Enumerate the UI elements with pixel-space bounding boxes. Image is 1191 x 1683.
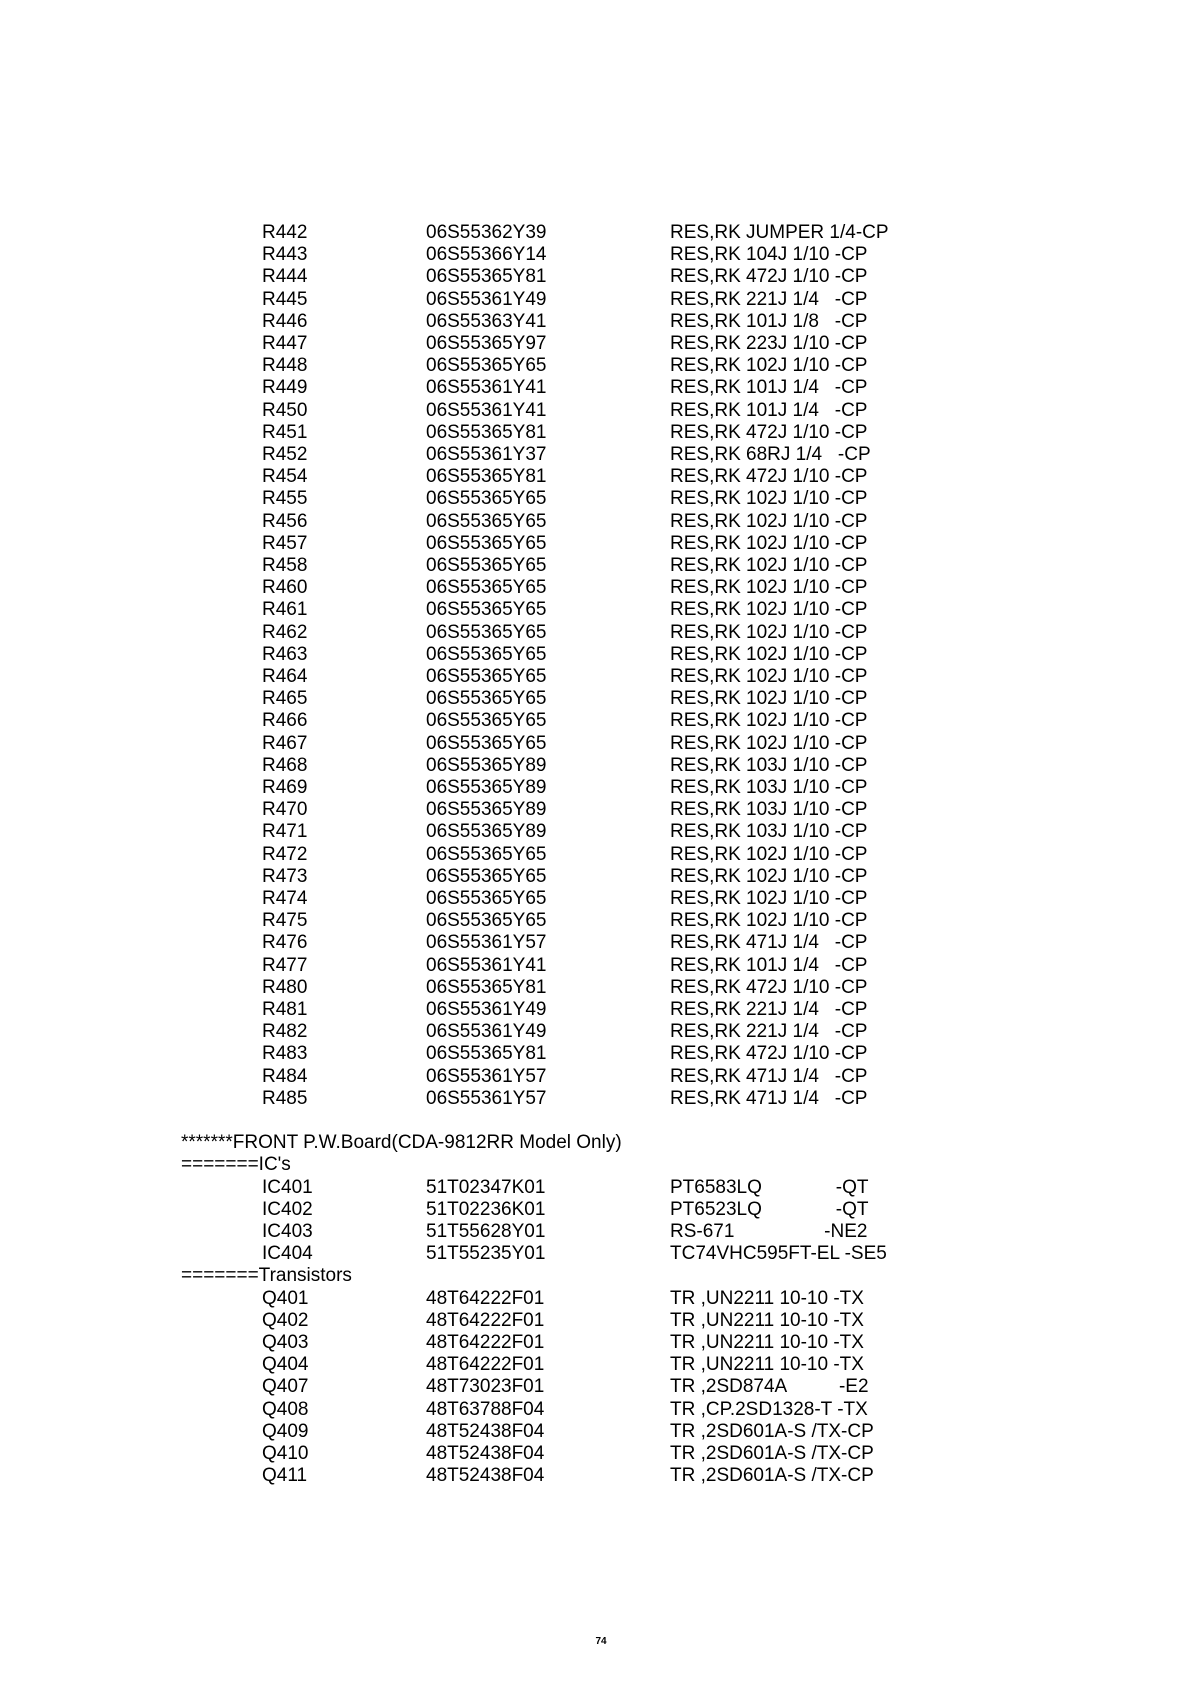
part-ref: R443 <box>262 244 308 266</box>
part-row <box>0 777 1191 799</box>
part-row <box>0 422 1191 444</box>
part-ref: Q407 <box>262 1376 309 1398</box>
part-description: RES,RK JUMPER 1/4-CP <box>670 222 889 243</box>
part-number: 06S55361Y49 <box>426 1021 547 1043</box>
part-description: RES,RK 472J 1/10 -CP <box>670 1043 868 1065</box>
part-number: 06S55365Y65 <box>426 532 547 554</box>
part-row <box>0 666 1191 688</box>
part-ref: R454 <box>262 466 308 488</box>
part-description: RES,RK 102J 1/10 -CP <box>670 843 868 865</box>
part-number: 48T52438F04 <box>426 1420 545 1442</box>
part-ref: R460 <box>262 577 308 599</box>
part-ref: IC402 <box>262 1198 313 1220</box>
part-ref: R449 <box>262 377 308 399</box>
part-number: 06S55365Y65 <box>426 555 547 576</box>
ics-subheading: =======IC's <box>181 1154 291 1176</box>
part-description: RES,RK 102J 1/10 -CP <box>670 488 868 510</box>
part-ref: R484 <box>262 1065 308 1087</box>
part-number: 06S55365Y65 <box>426 688 547 710</box>
part-ref: R442 <box>262 222 308 243</box>
part-row <box>0 1243 1191 1265</box>
part-row <box>0 955 1191 977</box>
part-row <box>0 755 1191 777</box>
part-row <box>0 1177 1191 1199</box>
part-ref: R466 <box>262 710 308 732</box>
part-number: 06S55365Y65 <box>426 355 547 377</box>
part-description: RES,RK 101J 1/8 -CP <box>670 310 868 332</box>
part-number: 06S55365Y89 <box>426 754 547 776</box>
part-ref: R456 <box>262 510 308 532</box>
part-number: 06S55365Y97 <box>426 333 547 354</box>
part-description: RES,RK 103J 1/10 -CP <box>670 799 868 821</box>
part-row <box>0 466 1191 488</box>
part-number: 06S55365Y81 <box>426 266 547 288</box>
part-description: TR ,2SD601A-S /TX-CP <box>670 1443 874 1464</box>
part-description: RS-671 -NE2 <box>670 1221 868 1242</box>
part-description: RES,RK 102J 1/10 -CP <box>670 510 868 532</box>
part-row <box>0 999 1191 1021</box>
part-number: 06S55365Y65 <box>426 599 547 621</box>
part-description: RES,RK 102J 1/10 -CP <box>670 865 868 887</box>
part-row <box>0 222 1191 244</box>
transistors-subheading-row <box>0 1265 1191 1287</box>
part-row <box>0 932 1191 954</box>
part-ref: R482 <box>262 1021 308 1043</box>
part-number: 06S55361Y37 <box>426 444 547 465</box>
part-ref: Q402 <box>262 1309 309 1331</box>
part-row <box>0 244 1191 266</box>
part-row <box>0 1354 1191 1376</box>
part-number: 06S55365Y81 <box>426 466 547 488</box>
part-description: TR ,2SD601A-S /TX-CP <box>670 1465 874 1487</box>
part-description: TR ,UN2211 10-10 -TX <box>670 1309 864 1331</box>
part-number: 06S55361Y57 <box>426 932 547 954</box>
part-ref: R450 <box>262 399 308 421</box>
part-ref: Q401 <box>262 1287 309 1309</box>
part-ref: R472 <box>262 843 308 865</box>
part-row <box>0 488 1191 510</box>
part-ref: Q411 <box>262 1465 308 1487</box>
ics-subheading-row <box>0 1154 1191 1176</box>
part-ref: R473 <box>262 865 308 887</box>
part-description: PT6583LQ -QT <box>670 1176 869 1198</box>
part-ref: R465 <box>262 688 308 710</box>
part-row <box>0 333 1191 355</box>
part-description: RES,RK 102J 1/10 -CP <box>670 599 868 621</box>
part-number: 06S55361Y49 <box>426 999 547 1020</box>
part-number: 06S55365Y81 <box>426 421 547 443</box>
part-row <box>0 1088 1191 1110</box>
part-number: 06S55365Y81 <box>426 1043 547 1065</box>
part-number: 06S55365Y89 <box>426 799 547 821</box>
part-row <box>0 644 1191 666</box>
part-description: RES,RK 102J 1/10 -CP <box>670 355 868 377</box>
part-number: 06S55361Y57 <box>426 1087 547 1109</box>
part-ref: R469 <box>262 777 308 798</box>
part-ref: R483 <box>262 1043 308 1065</box>
part-ref: IC401 <box>262 1176 313 1198</box>
part-row <box>0 511 1191 533</box>
part-row <box>0 355 1191 377</box>
part-ref: R481 <box>262 999 308 1020</box>
section-heading-row <box>0 1132 1191 1154</box>
part-row <box>0 1066 1191 1088</box>
part-number: 06S55365Y89 <box>426 821 547 843</box>
part-row <box>0 289 1191 311</box>
part-description: TR ,2SD601A-S /TX-CP <box>670 1420 874 1442</box>
part-number: 06S55365Y65 <box>426 666 547 687</box>
part-ref: R457 <box>262 532 308 554</box>
part-row <box>0 444 1191 466</box>
part-description: RES,RK 471J 1/4 -CP <box>670 1065 868 1087</box>
part-ref: R467 <box>262 732 308 754</box>
part-description: TR ,CP.2SD1328-T -TX <box>670 1398 868 1420</box>
part-number: 06S55365Y65 <box>426 488 547 510</box>
part-number: 06S55366Y14 <box>426 244 547 266</box>
part-row <box>0 1421 1191 1443</box>
part-row <box>0 622 1191 644</box>
part-number: 51T02347K01 <box>426 1176 546 1198</box>
part-description: RES,RK 102J 1/10 -CP <box>670 532 868 554</box>
part-ref: R476 <box>262 932 308 954</box>
part-row <box>0 844 1191 866</box>
part-ref: R455 <box>262 488 308 510</box>
part-description: RES,RK 223J 1/10 -CP <box>670 333 868 354</box>
part-description: RES,RK 101J 1/4 -CP <box>670 399 868 421</box>
part-ref: R485 <box>262 1087 308 1109</box>
part-number: 48T64222F01 <box>426 1354 545 1376</box>
part-row <box>0 599 1191 621</box>
part-row <box>0 1465 1191 1487</box>
part-description: RES,RK 472J 1/10 -CP <box>670 466 868 488</box>
part-number: 06S55365Y65 <box>426 643 547 665</box>
part-ref: R477 <box>262 954 308 976</box>
part-description: RES,RK 102J 1/10 -CP <box>670 666 868 687</box>
part-number: 48T63788F04 <box>426 1398 545 1420</box>
part-row <box>0 555 1191 577</box>
part-description: RES,RK 102J 1/10 -CP <box>670 643 868 665</box>
part-number: 06S55365Y65 <box>426 888 547 909</box>
part-row <box>0 1021 1191 1043</box>
part-description: PT6523LQ -QT <box>670 1198 869 1220</box>
part-number: 06S55361Y41 <box>426 399 547 421</box>
part-number: 48T52438F04 <box>426 1443 545 1464</box>
part-row <box>0 577 1191 599</box>
part-ref: Q409 <box>262 1420 309 1442</box>
part-description: RES,RK 102J 1/10 -CP <box>670 888 868 909</box>
part-ref: R451 <box>262 421 308 443</box>
part-row <box>0 888 1191 910</box>
part-row <box>0 1221 1191 1243</box>
part-number: 06S55365Y65 <box>426 732 547 754</box>
part-description: RES,RK 102J 1/10 -CP <box>670 732 868 754</box>
part-description: RES,RK 101J 1/4 -CP <box>670 377 868 399</box>
part-ref: Q403 <box>262 1332 309 1353</box>
part-number: 06S55365Y65 <box>426 510 547 532</box>
part-row <box>0 733 1191 755</box>
part-ref: R446 <box>262 310 308 332</box>
part-row <box>0 533 1191 555</box>
part-description: RES,RK 221J 1/4 -CP <box>670 999 868 1020</box>
part-description: RES,RK 472J 1/10 -CP <box>670 266 868 288</box>
part-ref: R464 <box>262 666 308 687</box>
part-description: RES,RK 102J 1/10 -CP <box>670 621 868 643</box>
part-ref: R474 <box>262 888 308 909</box>
part-description: TR ,UN2211 10-10 -TX <box>670 1332 864 1353</box>
part-description: RES,RK 221J 1/4 -CP <box>670 288 868 310</box>
part-row <box>0 799 1191 821</box>
part-description: TR ,2SD874A -E2 <box>670 1376 869 1398</box>
part-number: 06S55362Y39 <box>426 222 547 243</box>
part-ref: R461 <box>262 599 308 621</box>
part-description: RES,RK 471J 1/4 -CP <box>670 1087 868 1109</box>
part-number: 06S55365Y65 <box>426 710 547 732</box>
transistors-subheading: =======Transistors <box>181 1265 352 1287</box>
part-number: 48T73023F01 <box>426 1376 545 1398</box>
part-row <box>0 1310 1191 1332</box>
part-number: 06S55365Y65 <box>426 910 547 932</box>
part-number: 51T02236K01 <box>426 1198 546 1220</box>
part-number: 48T64222F01 <box>426 1287 545 1309</box>
part-row <box>0 710 1191 732</box>
part-number: 48T64222F01 <box>426 1332 545 1353</box>
part-number: 06S55361Y41 <box>426 377 547 399</box>
part-description: RES,RK 102J 1/10 -CP <box>670 910 868 932</box>
part-ref: IC403 <box>262 1221 313 1242</box>
part-ref: R471 <box>262 821 308 843</box>
part-row <box>0 910 1191 932</box>
part-description: TR ,UN2211 10-10 -TX <box>670 1354 864 1376</box>
part-ref: IC404 <box>262 1243 313 1265</box>
part-description: RES,RK 102J 1/10 -CP <box>670 555 868 576</box>
section-heading: *******FRONT P.W.Board(CDA-9812RR Model Only) <box>181 1132 622 1154</box>
part-row <box>0 1399 1191 1421</box>
part-description: RES,RK 102J 1/10 -CP <box>670 577 868 599</box>
part-row <box>0 1376 1191 1398</box>
part-row <box>0 1199 1191 1221</box>
part-description: RES,RK 471J 1/4 -CP <box>670 932 868 954</box>
part-row <box>0 866 1191 888</box>
part-ref: Q404 <box>262 1354 309 1376</box>
part-description: RES,RK 68RJ 1/4 -CP <box>670 444 871 465</box>
part-row <box>0 977 1191 999</box>
part-ref: R448 <box>262 355 308 377</box>
part-number: 06S55361Y49 <box>426 288 547 310</box>
part-ref: R452 <box>262 444 308 465</box>
part-number: 48T64222F01 <box>426 1309 545 1331</box>
part-number: 48T52438F04 <box>426 1465 545 1487</box>
part-number: 06S55365Y65 <box>426 843 547 865</box>
part-row <box>0 1288 1191 1310</box>
part-row <box>0 377 1191 399</box>
part-description: RES,RK 472J 1/10 -CP <box>670 421 868 443</box>
part-description: RES,RK 221J 1/4 -CP <box>670 1021 868 1043</box>
part-ref: R447 <box>262 333 308 354</box>
part-number: 06S55365Y65 <box>426 577 547 599</box>
part-row <box>0 1043 1191 1065</box>
part-description: RES,RK 101J 1/4 -CP <box>670 954 868 976</box>
part-number: 06S55365Y65 <box>426 865 547 887</box>
part-number: 06S55365Y65 <box>426 621 547 643</box>
page-number: 74 <box>595 1636 607 1647</box>
part-ref: R458 <box>262 555 308 576</box>
part-description: TC74VHC595FT-EL -SE5 <box>670 1243 887 1265</box>
part-ref: R445 <box>262 288 308 310</box>
part-ref: R475 <box>262 910 308 932</box>
part-number: 06S55363Y41 <box>426 310 547 332</box>
part-ref: R444 <box>262 266 308 288</box>
part-ref: R463 <box>262 643 308 665</box>
part-ref: R468 <box>262 754 308 776</box>
part-description: RES,RK 472J 1/10 -CP <box>670 976 868 998</box>
part-row <box>0 688 1191 710</box>
part-description: RES,RK 103J 1/10 -CP <box>670 821 868 843</box>
part-number: 51T55628Y01 <box>426 1221 546 1242</box>
part-row <box>0 821 1191 843</box>
part-description: RES,RK 102J 1/10 -CP <box>670 688 868 710</box>
part-row <box>0 400 1191 422</box>
part-number: 06S55365Y89 <box>426 777 547 798</box>
part-description: RES,RK 103J 1/10 -CP <box>670 777 868 798</box>
part-ref: Q410 <box>262 1443 309 1464</box>
part-number: 51T55235Y01 <box>426 1243 546 1265</box>
part-row <box>0 266 1191 288</box>
part-row <box>0 1443 1191 1465</box>
part-number: 06S55361Y41 <box>426 954 547 976</box>
part-description: RES,RK 102J 1/10 -CP <box>670 710 868 732</box>
part-description: RES,RK 103J 1/10 -CP <box>670 754 868 776</box>
part-description: RES,RK 104J 1/10 -CP <box>670 244 868 266</box>
part-number: 06S55365Y81 <box>426 976 547 998</box>
part-ref: R462 <box>262 621 308 643</box>
part-row <box>0 311 1191 333</box>
part-ref: Q408 <box>262 1398 309 1420</box>
part-ref: R480 <box>262 976 308 998</box>
part-description: TR ,UN2211 10-10 -TX <box>670 1287 864 1309</box>
part-row <box>0 1332 1191 1354</box>
part-ref: R470 <box>262 799 308 821</box>
part-number: 06S55361Y57 <box>426 1065 547 1087</box>
